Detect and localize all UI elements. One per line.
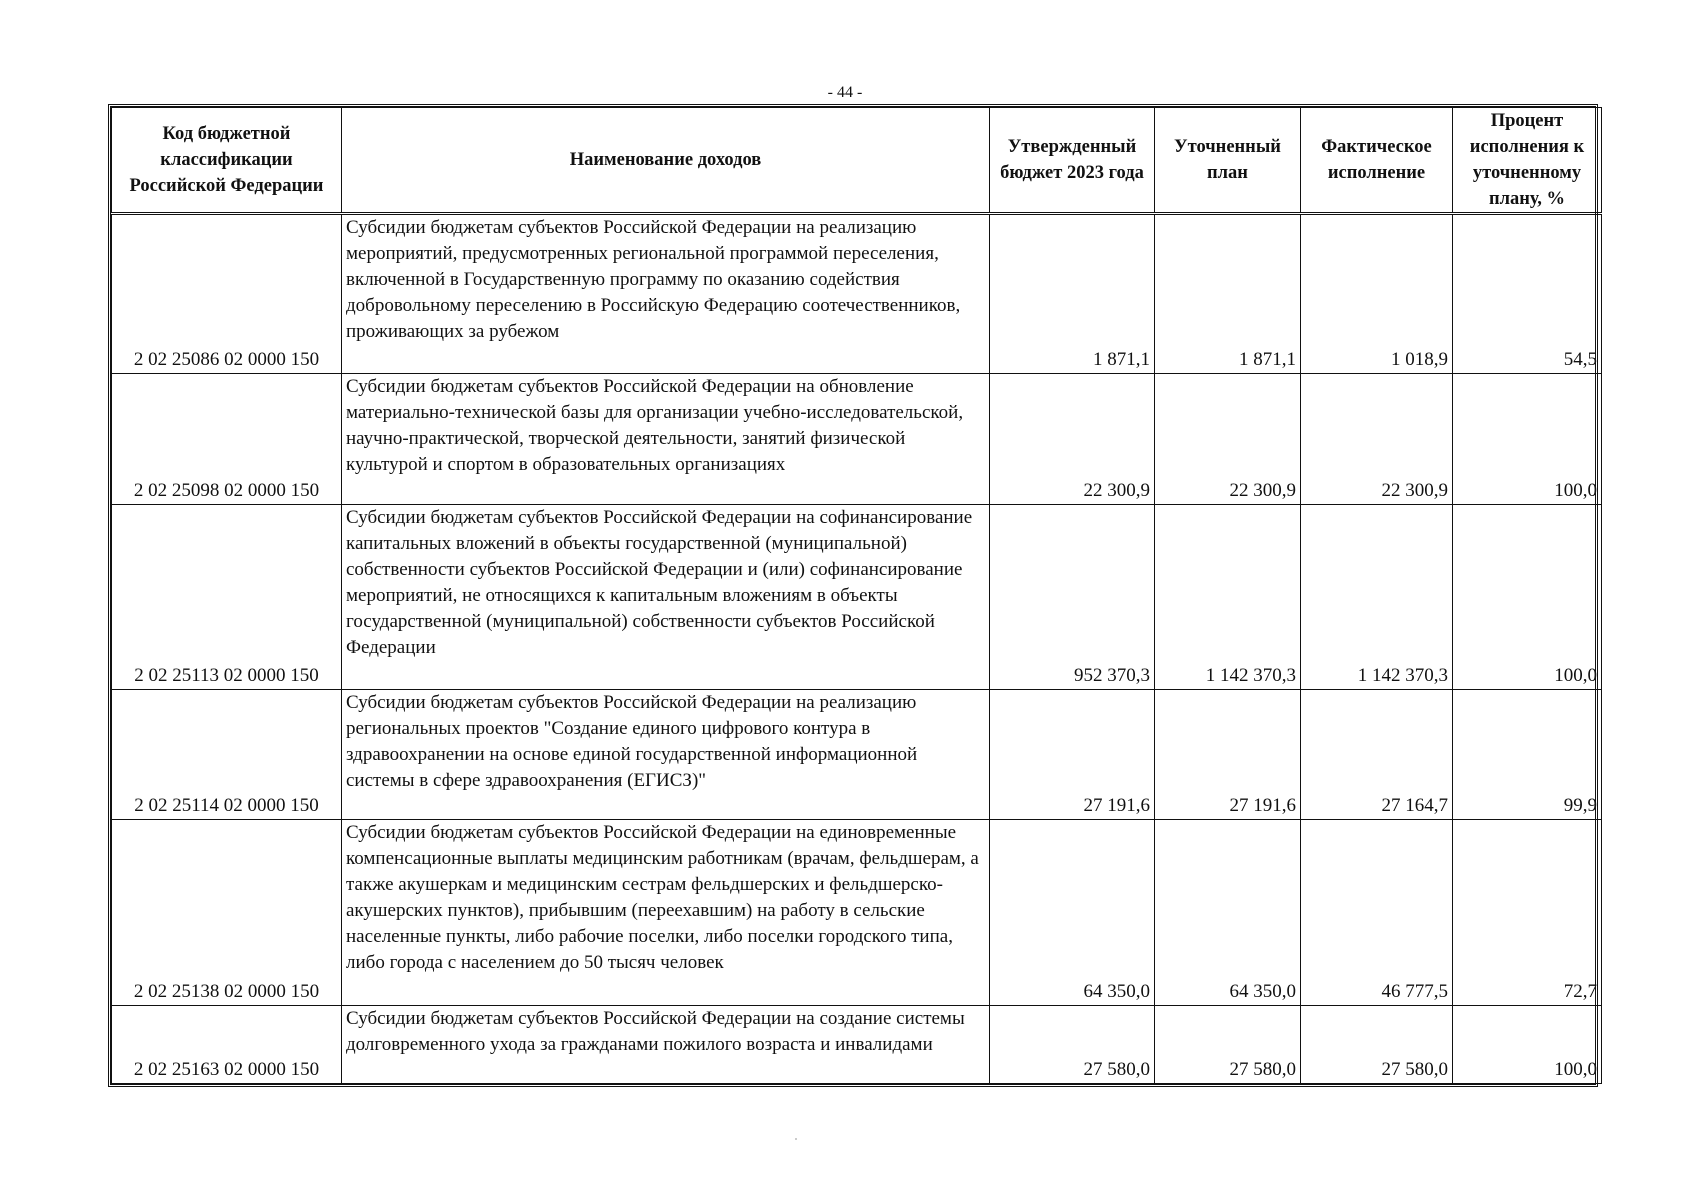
row-plan: 22 300,9 — [1155, 374, 1301, 505]
row-code: 2 02 25114 02 0000 150 — [112, 690, 342, 820]
header-code: Код бюджетной классификации Российской Федерации — [112, 108, 342, 214]
row-code: 2 02 25113 02 0000 150 — [112, 505, 342, 690]
row-code: 2 02 25086 02 0000 150 — [112, 214, 342, 374]
table-header-row — [112, 108, 1602, 214]
header-name: Наименование доходов — [342, 108, 990, 214]
row-percent: 72,7 — [1453, 820, 1602, 1006]
table-row — [112, 820, 1602, 1006]
row-actual: 22 300,9 — [1301, 374, 1453, 505]
row-approved: 1 871,1 — [990, 214, 1155, 374]
row-name: Субсидии бюджетам субъектов Российской Федерации на реализацию региональных проектов "Создание единого цифрового контура в здравоохранении на основе единой государственной информационной системы в сфере здравоохранения (ЕГИСЗ)" — [342, 690, 990, 820]
row-actual: 1 018,9 — [1301, 214, 1453, 374]
row-approved: 27 191,6 — [990, 690, 1155, 820]
page-number: - 44 - — [827, 84, 863, 101]
row-approved: 64 350,0 — [990, 820, 1155, 1006]
row-code: 2 02 25163 02 0000 150 — [112, 1006, 342, 1084]
header-plan: Уточненный план — [1155, 108, 1301, 214]
row-plan: 1 142 370,3 — [1155, 505, 1301, 690]
row-name: Субсидии бюджетам субъектов Российской Федерации на создание системы долговременного ухода за гражданами пожилого возраста и инвалидами — [342, 1006, 990, 1084]
table-row — [112, 1006, 1602, 1084]
row-name: Субсидии бюджетам субъектов Российской Федерации на софинансирование капитальных вложений в объекты государственной (муниципальной) собственности субъектов Российской Федерации и (или) софинансирование мероприятий, не относящихся к капитальным вложениям в объекты государственной (муниципальной) собственности субъектов Российской Федерации — [342, 505, 990, 690]
row-plan: 64 350,0 — [1155, 820, 1301, 1006]
header-actual: Фактическое исполнение — [1301, 108, 1453, 214]
row-plan: 27 191,6 — [1155, 690, 1301, 820]
header-approved: Утвержденный бюджет 2023 года — [990, 108, 1155, 214]
table-row — [112, 690, 1602, 820]
row-actual: 27 580,0 — [1301, 1006, 1453, 1084]
row-approved: 22 300,9 — [990, 374, 1155, 505]
row-code: 2 02 25098 02 0000 150 — [112, 374, 342, 505]
row-name: Субсидии бюджетам субъектов Российской Федерации на единовременные компенсационные выплаты медицинским работникам (врачам, фельдшерам, а также акушеркам и медицинским сестрам фельдшерских и фельдшерско-акушерских пунктов), прибывшим (переехавшим) на работу в сельские населенные пункты, либо рабочие поселки, либо поселки городского типа, либо города с населением до 50 тысяч человек — [342, 820, 990, 1006]
row-plan: 1 871,1 — [1155, 214, 1301, 374]
row-approved: 27 580,0 — [990, 1006, 1155, 1084]
row-name: Субсидии бюджетам субъектов Российской Федерации на реализацию мероприятий, предусмотренных региональной программой переселения, включенной в Государственную программу по оказанию содействия добровольному переселению в Российскую Федерацию соотечественников, проживающих за рубежом — [342, 214, 990, 374]
row-percent: 99,9 — [1453, 690, 1602, 820]
row-name: Субсидии бюджетам субъектов Российской Федерации на обновление материально-технической базы для организации учебно-исследовательской, научно-практической, творческой деятельности, занятий физической культурой и спортом в образовательных организациях — [342, 374, 990, 505]
row-percent: 54,5 — [1453, 214, 1602, 374]
row-approved: 952 370,3 — [990, 505, 1155, 690]
table-row — [112, 214, 1602, 374]
header-percent: Процент исполнения к уточненному плану, % — [1453, 108, 1602, 214]
row-code: 2 02 25138 02 0000 150 — [112, 820, 342, 1006]
budget-table-frame — [108, 104, 1598, 1087]
row-actual: 1 142 370,3 — [1301, 505, 1453, 690]
row-percent: 100,0 — [1453, 505, 1602, 690]
row-percent: 100,0 — [1453, 1006, 1602, 1084]
row-percent: 100,0 — [1453, 374, 1602, 505]
row-plan: 27 580,0 — [1155, 1006, 1301, 1084]
table-row — [112, 374, 1602, 505]
table-row — [112, 505, 1602, 690]
row-actual: 46 777,5 — [1301, 820, 1453, 1006]
budget-table — [111, 107, 1602, 1084]
scan-speck — [795, 1138, 797, 1140]
row-actual: 27 164,7 — [1301, 690, 1453, 820]
